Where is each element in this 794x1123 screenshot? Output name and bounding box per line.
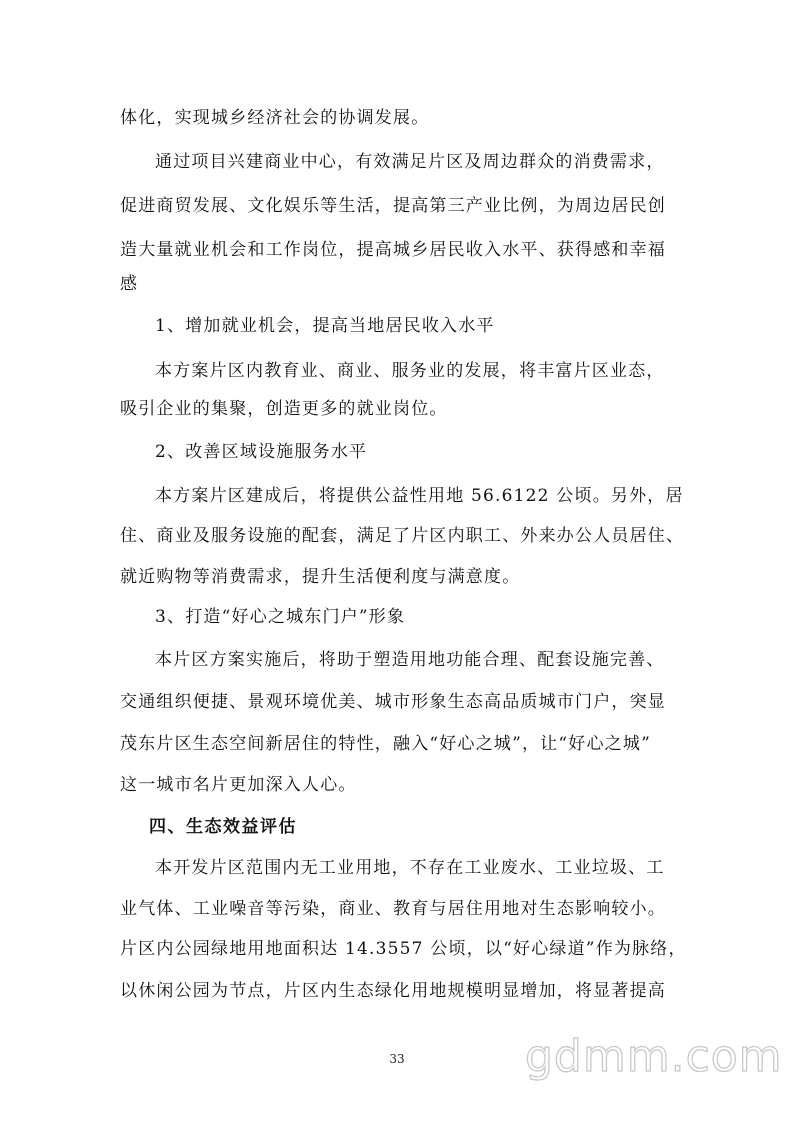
paragraph-line: 住、商业及服务设施的配套，满足了片区内职工、外来办公人员居住、 <box>120 526 685 546</box>
paragraph-line: 这一城市名片更加深入人心。 <box>120 775 357 795</box>
paragraph-line: 本方案片区建成后，将提供公益性用地 56.6122 公顷。另外，居 <box>155 486 684 506</box>
section-subheading: 1、增加就业机会，提高当地居民收入水平 <box>155 316 495 336</box>
section-heading: 四、生态效益评估 <box>149 817 297 837</box>
paragraph-line: 以休闲公园为节点，片区内生态绿化用地规模明显增加，将显著提高 <box>120 981 666 1001</box>
paragraph-line: 茂东片区生态空间新居住的特性，融入“好心之城”，让“好心之城” <box>120 734 651 754</box>
paragraph-line: 体化，实现城乡经济社会的协调发展。 <box>120 108 430 128</box>
paragraph-line: 本方案片区内教育业、商业、服务业的发展，将丰富片区业态， <box>155 361 665 381</box>
paragraph-line: 业气体、工业噪音等污染，商业、教育与居住用地对生态影响较小。 <box>120 899 666 919</box>
paragraph-line: 交通组织便捷、景观环境优美、城市形象生态高品质城市门户，突显 <box>120 692 666 712</box>
watermark-logo: gdmm.com <box>525 1031 783 1082</box>
paragraph-line: 通过项目兴建商业中心，有效满足片区及周边群众的消费需求， <box>155 152 665 172</box>
paragraph-line: 片区内公园绿地用地面积达 14.3557 公顷，以“好心绿道”作为脉络， <box>120 939 687 959</box>
page-number: 33 <box>389 1052 405 1066</box>
paragraph-line: 造大量就业机会和工作岗位，提高城乡居民收入水平、获得感和幸福 <box>120 240 666 260</box>
paragraph-line: 本开发片区范围内无工业用地，不存在工业废水、工业垃圾、工 <box>155 858 665 878</box>
section-subheading: 3、打造“好心之城东门户”形象 <box>155 607 406 627</box>
paragraph-line: 吸引企业的集聚，创造更多的就业岗位。 <box>120 399 448 419</box>
section-subheading: 2、改善区域设施服务水平 <box>155 442 368 462</box>
paragraph-line: 本片区方案实施后，将助于塑造用地功能合理、配套设施完善、 <box>155 650 665 670</box>
paragraph-line: 感 <box>120 274 139 294</box>
paragraph-line: 促进商贸发展、文化娱乐等生活，提高第三产业比例，为周边居民创 <box>120 196 666 216</box>
paragraph-line: 就近购物等消费需求，提升生活便利度与满意度。 <box>120 567 521 587</box>
